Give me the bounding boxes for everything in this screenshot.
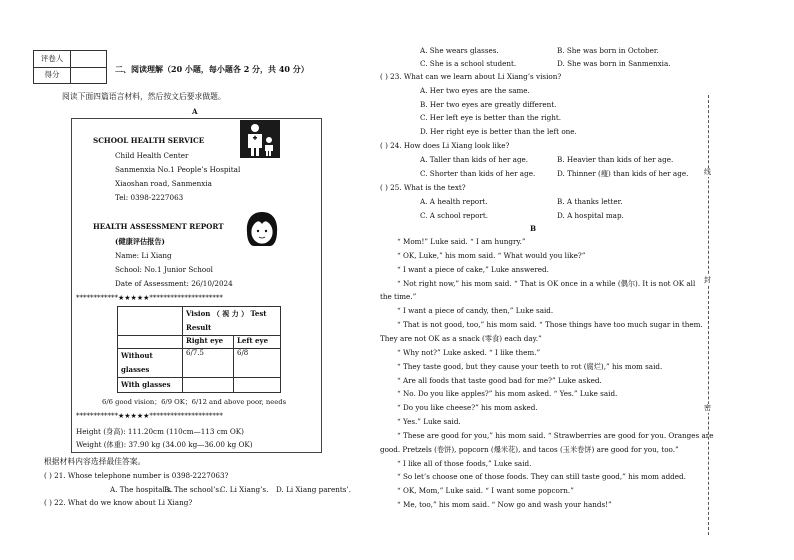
passage-b-line: “ Why not?” Luke asked. “ I like them.” bbox=[397, 347, 541, 357]
answer-instruction: 根据材料内容选择最佳答案。 bbox=[44, 457, 146, 466]
clinic-line4: Tel: 0398-2227063 bbox=[115, 193, 184, 202]
vision-col-right: Right eye bbox=[183, 336, 234, 349]
vision-row2-left bbox=[234, 378, 281, 393]
passage-b-line: “ I like all of those foods,” Luke said. bbox=[397, 458, 532, 468]
q21-option-b[interactable]: B. The school’s. bbox=[164, 485, 222, 494]
vision-table-empty-cell bbox=[118, 307, 183, 336]
clinic-line2: Sanmenxia No.1 People’s Hospital bbox=[115, 165, 241, 174]
passage-b-label: B bbox=[530, 224, 537, 233]
passage-b-line: “ Yes.” Luke said. bbox=[397, 417, 461, 427]
vision-row-with-glasses: With glasses bbox=[118, 378, 183, 393]
q24-option-b[interactable]: B. Heavier than kids of her age. bbox=[557, 155, 674, 164]
score-label: 得分 bbox=[34, 67, 71, 83]
section-instruction: 阅读下面四篇语言材料，然后按文后要求做题。 bbox=[62, 92, 226, 101]
passage-b-line: “ That is not good, too,” his mom said. “ Those things have too much sugar in them. bbox=[397, 320, 703, 330]
vision-row-without-glasses: Without glasses bbox=[118, 349, 183, 378]
q22-stem: ( ) 22. What do we know about Li Xiang? bbox=[44, 498, 193, 507]
clinic-line1: Child Health Center bbox=[115, 151, 189, 160]
binding-line bbox=[708, 95, 709, 535]
q24-option-c[interactable]: C. Shorter than kids of her age. bbox=[420, 169, 536, 178]
reviewer-label: 评卷人 bbox=[34, 51, 71, 67]
section-title: 二、阅读理解（20 小题，每小题各 2 分，共 40 分） bbox=[115, 64, 309, 74]
height-value: Height (身高): 111.20cm (110cm—113 cm OK) bbox=[76, 427, 244, 436]
margin-label-line: 线 bbox=[704, 168, 711, 176]
score-box bbox=[33, 50, 107, 84]
q21-option-a[interactable]: A. The hospital’s. bbox=[110, 485, 173, 494]
passage-b-line: good. Pretzels (卷饼), popcorn (爆米花), and tacos (玉米卷饼) are good for you, too.” bbox=[380, 444, 679, 454]
passage-b-line: They are not OK as a snack (零食) each day.” bbox=[380, 333, 542, 343]
q23-option-a[interactable]: A. Her two eyes are the same. bbox=[420, 86, 530, 95]
vision-col-left: Left eye bbox=[234, 336, 281, 349]
q21-option-c[interactable]: C. Li Xiang’s. bbox=[220, 485, 269, 494]
passage-b-line: “ I want a piece of candy, then,” Luke said. bbox=[397, 306, 554, 316]
margin-label-secret: 密 bbox=[704, 404, 711, 412]
student-name: Name: Li Xiang bbox=[115, 251, 172, 260]
q25-option-d[interactable]: D. A hospital map. bbox=[557, 211, 624, 220]
vision-row2-right bbox=[183, 378, 234, 393]
report-subtitle: (健康评估报告) bbox=[115, 237, 165, 246]
assessment-date: Date of Assessment: 26/10/2024 bbox=[115, 279, 233, 288]
vision-row1-right: 6/7.5 bbox=[183, 349, 234, 378]
passage-b-line: “ Are all foods that taste good bad for me?” Luke asked. bbox=[397, 375, 602, 385]
passage-b-line: “ So let’s choose one of those foods. They can still taste good,” his mom added. bbox=[397, 472, 686, 482]
margin-label-seal: 封 bbox=[704, 276, 711, 284]
vision-note: 6/6 good vision；6/9 OK；6/12 and above poor, needs bbox=[102, 398, 287, 406]
passage-b-line: “ Mom!” Luke said. “ I am hungry.” bbox=[397, 237, 526, 246]
girl-avatar-icon bbox=[244, 210, 280, 248]
passage-b-line: “ Not right now,” his mom said. “ That is OK once in a while (偶尔). It is not OK all bbox=[397, 278, 696, 288]
vision-table-empty-cell-2 bbox=[118, 336, 183, 349]
q24-option-a[interactable]: A. Taller than kids of her age. bbox=[420, 155, 529, 164]
passage-b-line: “ OK, Mom,” Luke said. “ I want some popcorn.” bbox=[397, 486, 574, 496]
passage-b-line: “ They taste good, but they cause your teeth to rot (腐烂),” his mom said. bbox=[397, 361, 663, 371]
q25-option-a[interactable]: A. A health report. bbox=[420, 197, 488, 206]
score-row bbox=[34, 67, 106, 83]
q23-option-b[interactable]: B. Her two eyes are greatly different. bbox=[420, 100, 557, 109]
passage-b-line: “ I want a piece of cake,” Luke answered. bbox=[397, 264, 549, 274]
q22-option-c[interactable]: C. She is a school student. bbox=[420, 59, 517, 68]
q24-stem: ( ) 24. How does Li Xiang look like? bbox=[380, 141, 510, 150]
student-school: School: No.1 Junior School bbox=[115, 265, 213, 274]
q25-stem: ( ) 25. What is the text? bbox=[380, 183, 466, 192]
stars-divider-bottom: ************★★★★★********************* bbox=[76, 412, 223, 420]
q23-option-d[interactable]: D. Her right eye is better than the left one. bbox=[420, 127, 577, 136]
q25-option-b[interactable]: B. A thanks letter. bbox=[557, 197, 623, 206]
passage-a-label: A bbox=[192, 107, 198, 116]
q21-option-d[interactable]: D. Li Xiang parents’. bbox=[276, 485, 351, 494]
reviewer-row bbox=[34, 51, 106, 68]
q23-stem: ( ) 23. What can we learn about Li Xiang’s vision? bbox=[380, 72, 562, 81]
report-title: HEALTH ASSESSMENT REPORT bbox=[93, 222, 224, 231]
passage-b-line: “ Do you like cheese?” his mom asked. bbox=[397, 403, 538, 413]
q21-stem: ( ) 21. Whose telephone number is 0398-2227063? bbox=[44, 471, 229, 480]
q23-option-c[interactable]: C. Her left eye is better than the right. bbox=[420, 113, 562, 122]
q24-option-d[interactable]: D. Thinner (瘦) than kids of her age. bbox=[557, 169, 689, 178]
doctor-child-icon bbox=[240, 120, 280, 158]
passage-b-line: the time.” bbox=[380, 292, 417, 302]
q25-option-c[interactable]: C. A school report. bbox=[420, 211, 489, 220]
q22-option-a[interactable]: A. She wears glasses. bbox=[420, 46, 499, 55]
passage-b-line: “ OK, Luke,” his mom said. “ What would you like?” bbox=[397, 250, 586, 260]
q22-option-b[interactable]: B. She was born in October. bbox=[557, 46, 659, 55]
vision-table bbox=[117, 306, 281, 393]
vision-row1-left: 6/8 bbox=[234, 349, 281, 378]
vision-table-header: Vision （ 视 力 ） Test Result bbox=[183, 307, 281, 336]
passage-b-line: “ These are good for you,” his mom said. “ Strawberries are good for you. Oranges are bbox=[397, 430, 714, 440]
passage-b-line: “ Me, too,” his mom said. “ Now go and wash your hands!” bbox=[397, 500, 612, 510]
stars-divider-top: ************★★★★★********************* bbox=[76, 294, 223, 302]
weight-value: Weight (体重): 37.90 kg (34.00 kg—36.00 kg OK) bbox=[76, 440, 253, 449]
clinic-line3: Xiaoshan road, Sanmenxia bbox=[115, 179, 212, 188]
passage-b-line: “ No. Do you like apples?” his mom asked. “ Yes.” Luke said. bbox=[397, 389, 618, 399]
q22-option-d[interactable]: D. She was born in Sanmenxia. bbox=[557, 59, 671, 68]
clinic-title: SCHOOL HEALTH SERVICE bbox=[93, 136, 205, 145]
